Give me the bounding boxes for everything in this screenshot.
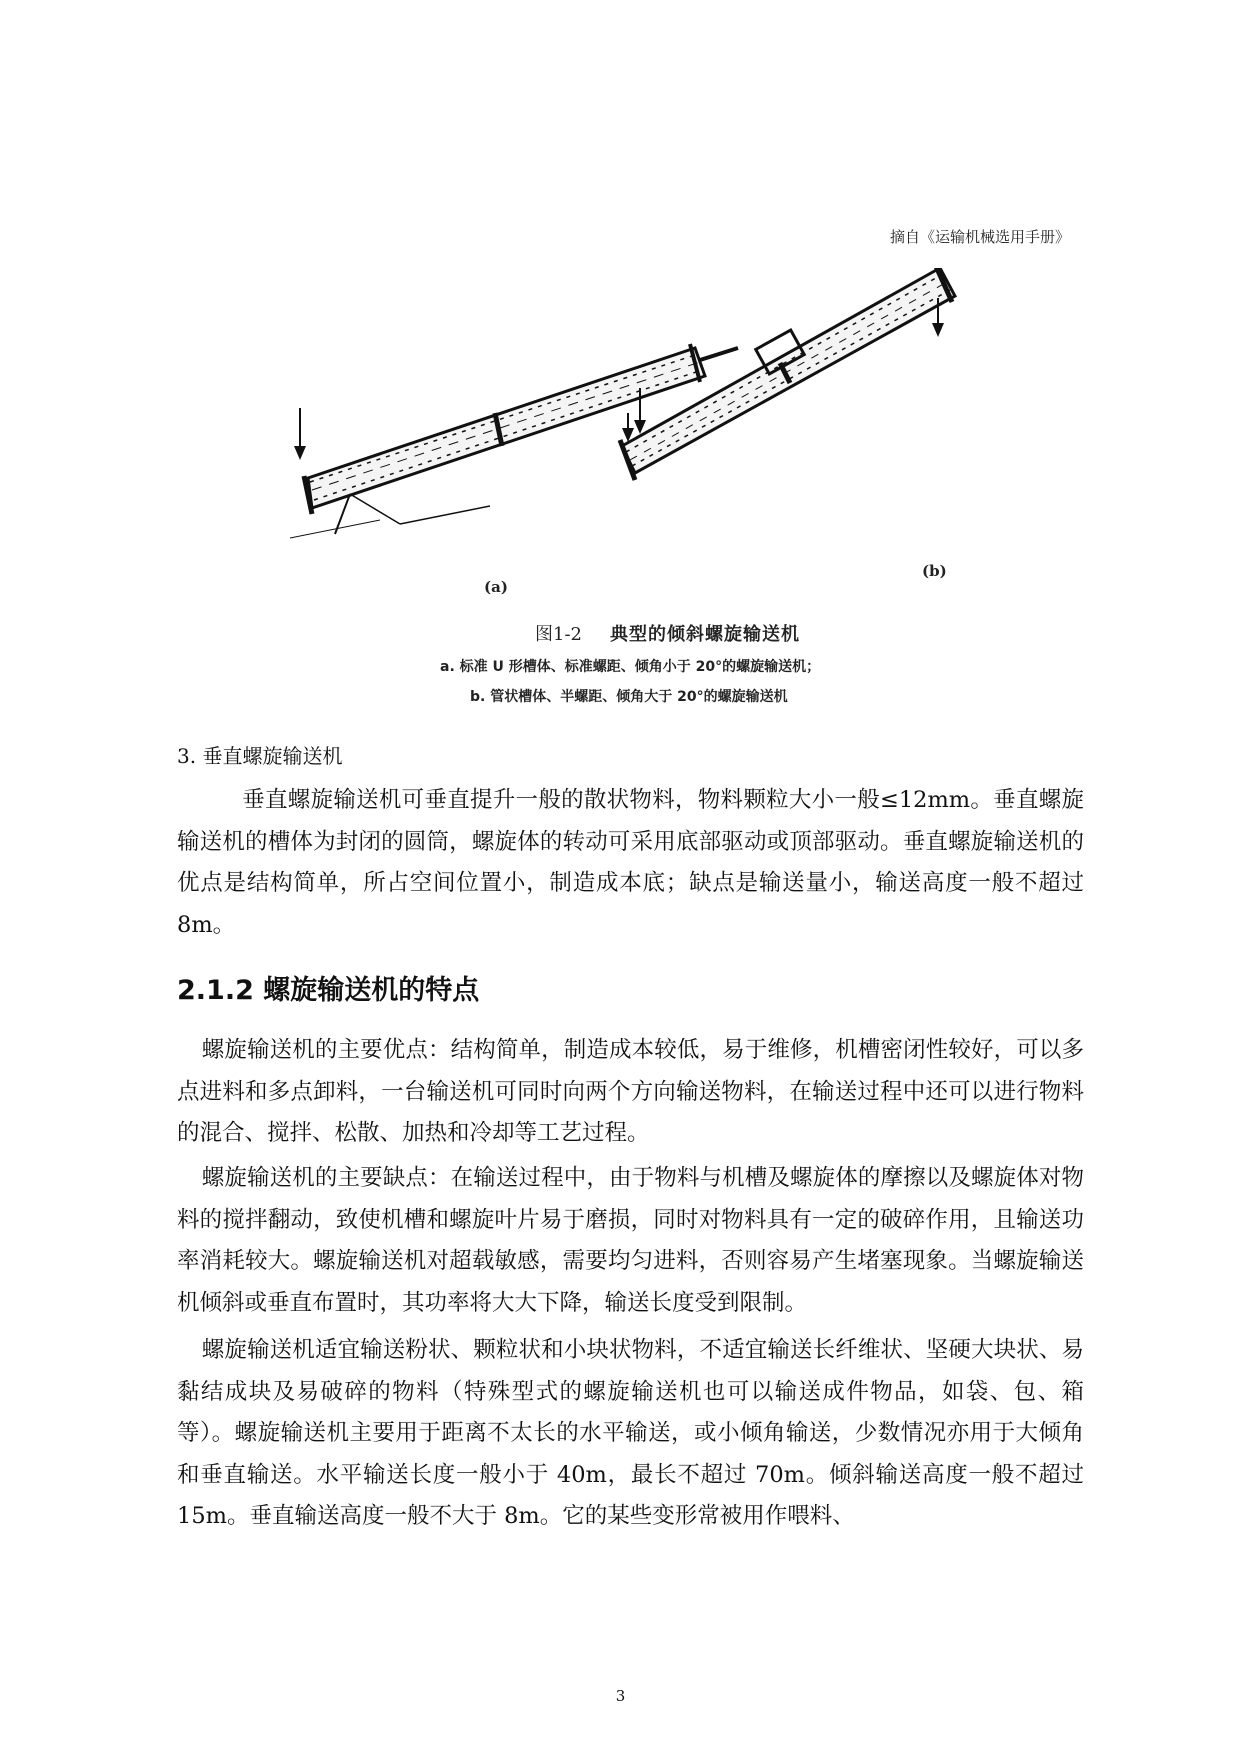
figure-label-b: (b) xyxy=(922,562,947,580)
figure-caption-b: b. 管状槽体、半螺距、倾角大于 20°的螺旋输送机 xyxy=(470,689,788,705)
section-heading: 2.1.2 螺旋输送机的特点 xyxy=(177,975,480,1006)
conveyor-diagram xyxy=(290,268,1090,568)
paragraph-applications: 螺旋输送机适宜输送粉状、颗粒状和小块状物料，不适宜输送长纤维状、坚硬大块状、易黏结成块及易破碎的物料（特殊型式的螺旋输送机也可以输送成件物品，如袋、包、箱等）。螺旋输送机主要用于距离不太长的水平输送，或小倾角输送，少数情况亦用于大倾角和垂直输送。水平输送长度一般小于 40m，最长不超过 70m。倾斜输送高度一般不超过 15m。垂直输送高度一般不大于 8m。它的某些变形常被用作喂料、 xyxy=(177,1337,1084,1529)
figure-number: 图1-2 xyxy=(535,624,582,645)
paragraph-advantages: 螺旋输送机的主要优点：结构简单，制造成本较低，易于维修，机槽密闭性较好，可以多点进料和多点卸料，一台输送机可同时向两个方向输送物料，在输送过程中还可以进行物料的混合、搅拌、松散、加热和冷却等工艺过程。 xyxy=(177,1037,1084,1146)
figure-caption-a: a. 标准 U 形槽体、标准螺距、倾角小于 20°的螺旋输送机； xyxy=(440,659,821,675)
figure-caption-title xyxy=(535,620,800,646)
figure-title: 典型的倾斜螺旋输送机 xyxy=(610,624,800,645)
figure-label-a: (a) xyxy=(484,578,508,596)
source-note: 摘自《运输机械选用手册》 xyxy=(890,228,1071,246)
page-number: 3 xyxy=(615,1687,626,1705)
conveyor-figure xyxy=(290,268,1090,568)
section-3-paragraph: 垂直螺旋输送机可垂直提升一般的散状物料，物料颗粒大小一般≤12mm。垂直螺旋输送机的槽体为封闭的圆筒，螺旋体的转动可采用底部驱动或顶部驱动。垂直螺旋输送机的优点是结构简单，所占空间位置小，制造成本底；缺点是输送量小，输送高度一般不超过 8m。 xyxy=(177,787,1084,938)
paragraph-disadvantages: 螺旋输送机的主要缺点：在输送过程中，由于物料与机槽及螺旋体的摩擦以及螺旋体对物料的搅拌翻动，致使机槽和螺旋叶片易于磨损，同时对物料具有一定的破碎作用，且输送功率消耗较大。螺旋输送机对超载敏感，需要均匀进料，否则容易产生堵塞现象。当螺旋输送机倾斜或垂直布置时，其功率将大大下降，输送长度受到限制。 xyxy=(177,1165,1084,1316)
section-3-title: 3. 垂直螺旋输送机 xyxy=(177,744,343,768)
